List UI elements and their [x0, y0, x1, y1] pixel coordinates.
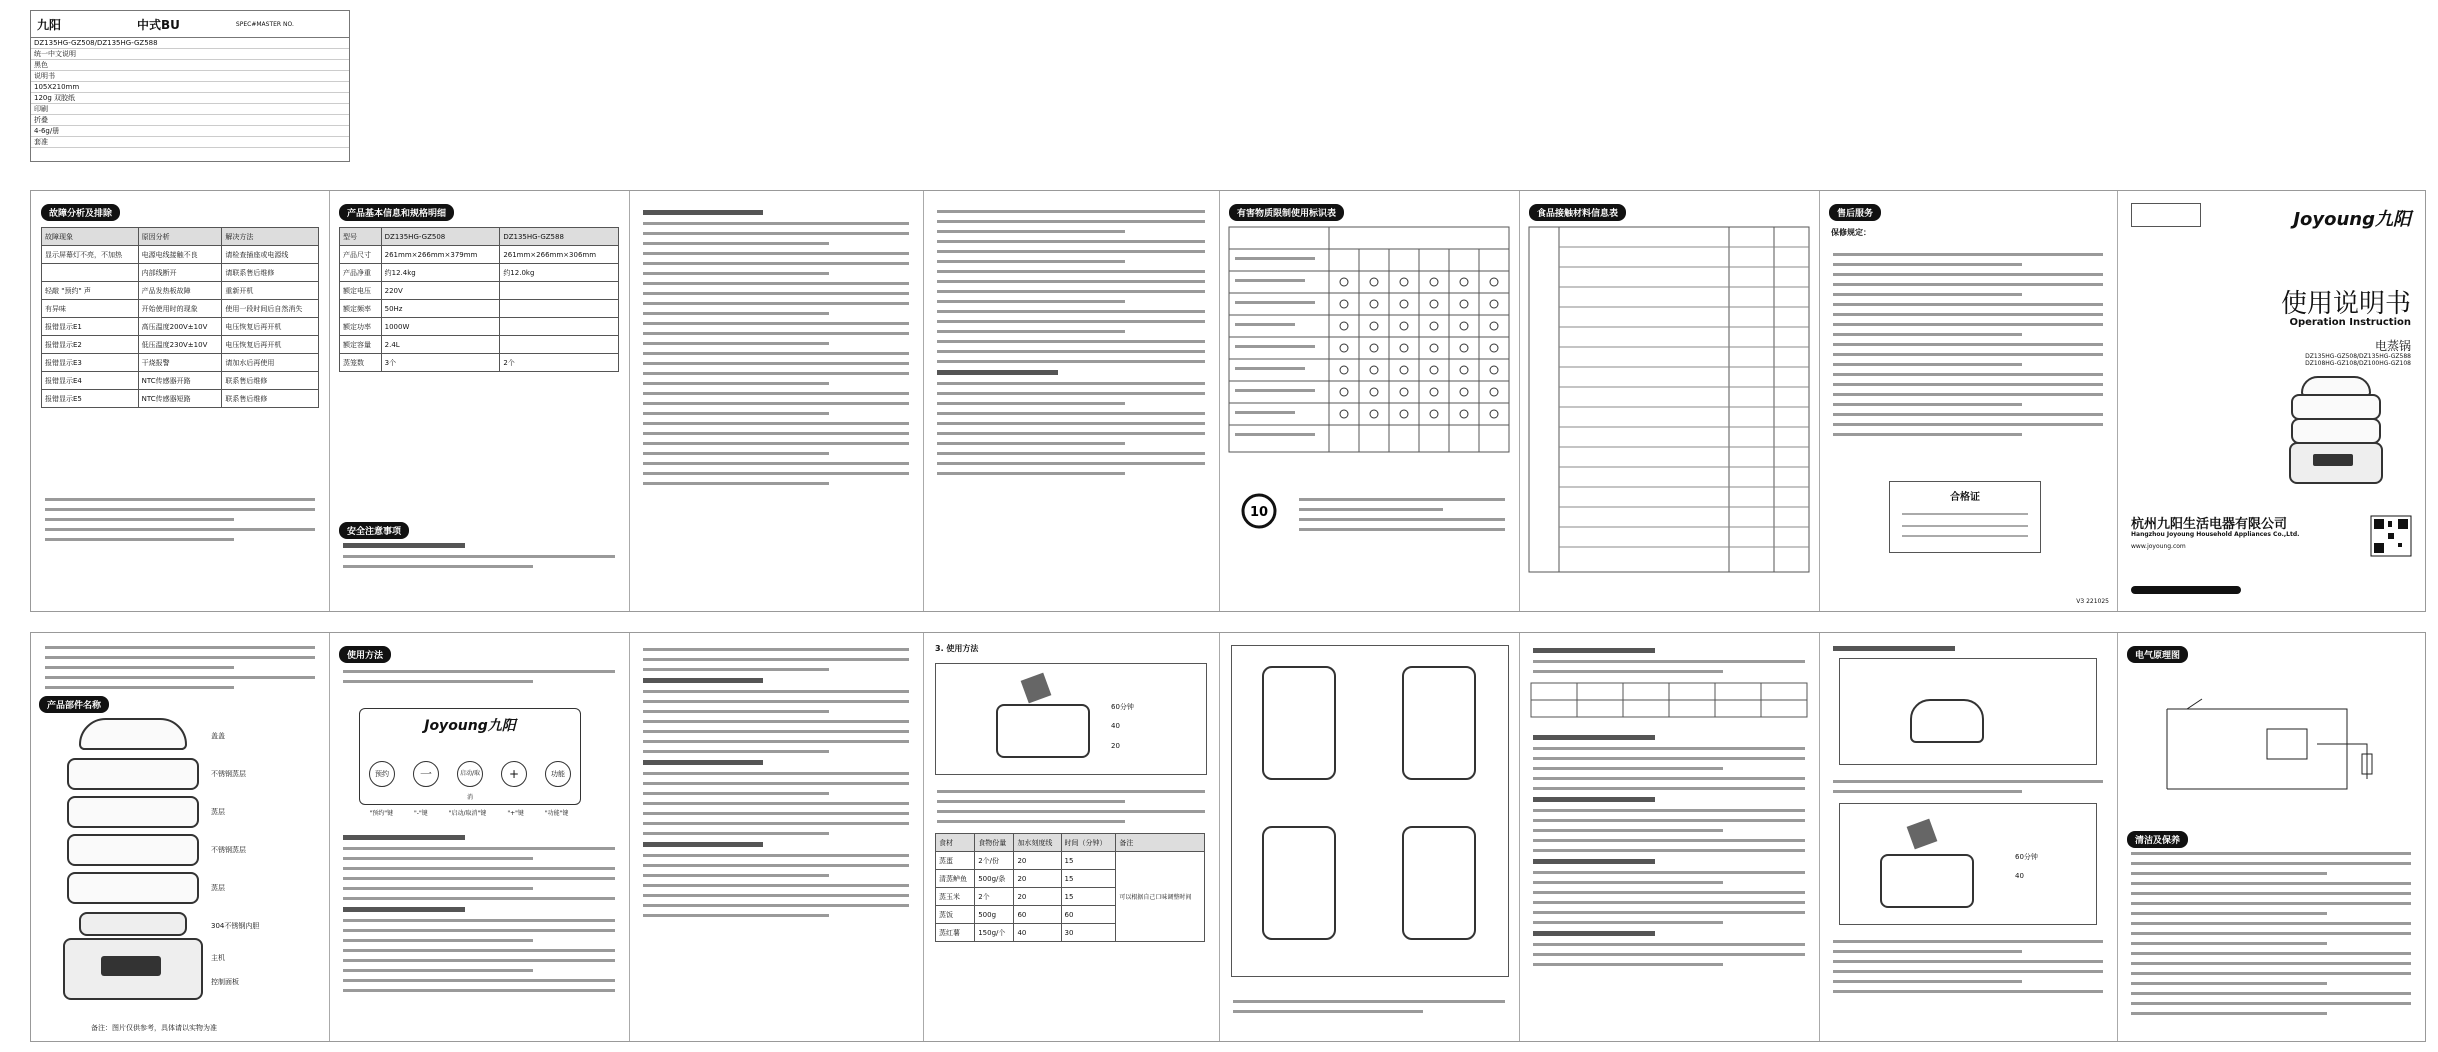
key-label: "预约"键	[369, 810, 394, 817]
panel-cooking	[1819, 633, 2118, 1041]
panel-service	[1819, 191, 2118, 611]
cell	[500, 282, 619, 300]
th: DZ135HG-GZ588	[500, 228, 619, 246]
cell: 261mm×266mm×379mm	[381, 246, 500, 264]
panel-steps	[923, 633, 1220, 1041]
cell: 报错显示E2	[42, 336, 139, 354]
timer-label: 40	[1111, 722, 1120, 730]
cell: 产品尺寸	[340, 246, 382, 264]
cell: 约12.4kg	[381, 264, 500, 282]
part-label: 不锈钢蒸层	[211, 770, 246, 778]
image-note: 备注：图片仅供参考，具体请以实物为准	[91, 1024, 217, 1032]
cell	[500, 300, 619, 318]
cell	[500, 336, 619, 354]
exploded-steamer-diagram	[61, 718, 201, 1008]
spec-row: 折叠	[34, 116, 48, 124]
th: 食物份量	[975, 834, 1014, 852]
spec-brand: 九阳	[37, 17, 62, 32]
button-start-cancel[interactable]: 启动/取消	[457, 761, 483, 787]
button-function[interactable]: 功能	[545, 761, 571, 787]
th: 故障现象	[42, 228, 139, 246]
cell: 联系售后维修	[222, 390, 319, 408]
cell: 产品净重	[340, 264, 382, 282]
cell: 报错显示E1	[42, 318, 139, 336]
cleaning-title: 清洁及保养	[2127, 831, 2188, 848]
panel-circuit	[2117, 633, 2425, 1041]
part-label: 不锈钢蒸层	[211, 846, 246, 854]
cell: 开始使用时的现象	[138, 300, 222, 318]
cell: 电压恢复后再开机	[222, 318, 319, 336]
brand-name-cn: 九阳	[2375, 209, 2411, 230]
th: 解决方法	[222, 228, 319, 246]
panel-specs	[329, 191, 630, 611]
cell: 1000W	[381, 318, 500, 336]
th: 型号	[340, 228, 382, 246]
cell: 显示屏幕灯不亮，不加热	[42, 246, 139, 264]
steps-title: 3. 使用方法	[935, 644, 979, 653]
panel-materials	[1519, 191, 1820, 611]
materials-title: 食品接触材料信息表	[1529, 204, 1626, 221]
cell	[42, 264, 139, 282]
panel-logo	[360, 715, 580, 735]
control-panel-diagram	[359, 708, 581, 805]
panel-usage-2	[629, 633, 924, 1041]
th: DZ135HG-GZ508	[381, 228, 500, 246]
cell: 电压恢复后再开机	[222, 336, 319, 354]
cell: 内部线断开	[138, 264, 222, 282]
cell: 轻敲 "预约" 声	[42, 282, 139, 300]
parts-title: 产品部件名称	[39, 696, 109, 713]
cell: 约12.0kg	[500, 264, 619, 282]
materials-table-graphic	[1529, 227, 1809, 577]
cell: 220V	[381, 282, 500, 300]
cell: 清蒸鲈鱼	[936, 870, 975, 888]
specs-title: 产品基本信息和规格明细	[339, 204, 454, 221]
water-level-figure	[1839, 803, 2097, 925]
qr-code-icon	[2371, 516, 2411, 556]
spec-card	[30, 10, 350, 162]
warranty-title: 合格证	[1950, 492, 1980, 503]
part-label: 控制面板	[211, 978, 239, 986]
th: 加水刻度线	[1014, 834, 1061, 852]
cell: 低压温度230V±10V	[138, 336, 222, 354]
spec-code: SPEC#MASTER NO.	[235, 20, 294, 28]
usage-title: 使用方法	[339, 646, 391, 663]
panel-troubleshooting	[31, 191, 330, 611]
panel-usage	[329, 633, 630, 1041]
spec-row: 说明书	[34, 72, 55, 80]
steam-figure	[1839, 658, 2097, 765]
cell: 40	[1014, 924, 1061, 942]
spec-row: DZ135HG-GZ508/DZ135HG-GZ588	[34, 39, 158, 47]
part-label: 蒸层	[211, 808, 225, 816]
cell: 30	[1061, 924, 1116, 942]
cell: 50Hz	[381, 300, 500, 318]
cell: 20	[1014, 852, 1061, 870]
th: 食材	[936, 834, 975, 852]
circuit-title: 电气原理图	[2127, 646, 2188, 663]
cell: 2个/份	[975, 852, 1014, 870]
manual-sheet-front	[30, 190, 2426, 612]
panel-functions	[1519, 633, 1820, 1041]
th: 备注	[1116, 834, 1205, 852]
hazard-title: 有害物质限制使用标识表	[1229, 204, 1344, 221]
spec-row: 120g 双胶纸	[34, 94, 76, 102]
cooking-reference-table	[935, 833, 1205, 942]
button-minus[interactable]: 一	[413, 761, 439, 787]
specs-table	[339, 227, 619, 372]
eco-label-icon	[1239, 491, 1279, 531]
safety-title: 安全注意事项	[339, 522, 409, 539]
cell: 请检查插座或电源线	[222, 246, 319, 264]
cell: 请加水后再使用	[222, 354, 319, 372]
troubleshooting-title: 故障分析及排除	[41, 204, 120, 221]
website: www.joyoung.com	[2131, 543, 2186, 550]
svg-text:10: 10	[1249, 505, 1269, 520]
function-time-table	[1531, 683, 1807, 719]
timer-label: 60分钟	[2015, 853, 2038, 861]
cell: 电源电线接触不良	[138, 246, 222, 264]
hazard-table-graphic	[1229, 227, 1509, 457]
assembly-figures	[1231, 645, 1509, 977]
key-label: "功能"键	[544, 810, 569, 817]
panel-hazard	[1219, 191, 1520, 611]
key-label: "-"键	[414, 810, 428, 817]
cell: 蒸玉米	[936, 888, 975, 906]
cell: 干烧报警	[138, 354, 222, 372]
cell: 20	[1014, 870, 1061, 888]
cell: NTC传感器短路	[138, 390, 222, 408]
panel-safety-1	[629, 191, 924, 611]
warranty-heading: 保修规定：	[1831, 228, 1871, 237]
cell: 2个	[975, 888, 1014, 906]
cell: 蒸红薯	[936, 924, 975, 942]
cell: 蒸蛋	[936, 852, 975, 870]
cell: 60	[1061, 906, 1116, 924]
panel-cover	[2117, 191, 2425, 611]
cell: 额定容量	[340, 336, 382, 354]
key-label: "+"键	[507, 810, 524, 817]
warranty-card	[1889, 481, 2041, 553]
spec-row: 黑色	[34, 61, 48, 69]
cell: 可以根据自己口味调整时间	[1116, 852, 1205, 942]
cell: 额定电压	[340, 282, 382, 300]
cell: 报错显示E4	[42, 372, 139, 390]
cell: 使用一段时间后自然消失	[222, 300, 319, 318]
spec-row: 统一中文说明	[34, 50, 76, 58]
cell: 500g	[975, 906, 1014, 924]
cell: 额定频率	[340, 300, 382, 318]
panel-brand: Joyoung	[424, 718, 488, 734]
spec-row: 4-6g/册	[34, 127, 60, 135]
part-label: 蒸层	[211, 884, 225, 892]
cell: 高压温度200V±10V	[138, 318, 222, 336]
panel-parts	[31, 633, 330, 1041]
manual-sheet-back	[30, 632, 2426, 1042]
version-code: V3 221025	[2076, 598, 2109, 605]
cell: 请联系售后维修	[222, 264, 319, 282]
panel-brand-cn: 九阳	[487, 718, 516, 734]
troubleshooting-table	[41, 227, 319, 408]
panel-safety-2	[923, 191, 1220, 611]
part-label: 304不锈钢内胆	[211, 922, 260, 930]
circuit-diagram	[2127, 669, 2407, 829]
button-timer[interactable]: 预约	[369, 761, 395, 787]
timer-label: 60分钟	[1111, 703, 1134, 711]
steamer-illustration	[2287, 376, 2383, 486]
timer-label: 20	[1111, 742, 1120, 750]
cell: 产品发热板故障	[138, 282, 222, 300]
cell: 15	[1061, 870, 1116, 888]
cell: 报错显示E3	[42, 354, 139, 372]
cell: 报错显示E5	[42, 390, 139, 408]
brand-logo	[2293, 205, 2411, 231]
cell: 额定功率	[340, 318, 382, 336]
button-plus[interactable]: +	[501, 761, 527, 787]
cell: 60	[1014, 906, 1061, 924]
cell: 15	[1061, 852, 1116, 870]
spec-row: 105X210mm	[34, 83, 80, 91]
cell: 3个	[381, 354, 500, 372]
cell: 261mm×266mm×306mm	[500, 246, 619, 264]
company-cn: 杭州九阳生活电器有限公司	[2131, 517, 2288, 532]
part-label: 主机	[211, 954, 225, 962]
cell: 重新开机	[222, 282, 319, 300]
spec-bu: 中式BU	[137, 17, 180, 32]
timer-label: 40	[2015, 872, 2024, 880]
panel-assembly	[1219, 633, 1520, 1041]
manual-title-en: Operation Instruction	[2289, 317, 2411, 328]
cell: 15	[1061, 888, 1116, 906]
cell: 蒸笼数	[340, 354, 382, 372]
cell: 蒸饭	[936, 906, 975, 924]
cell	[500, 318, 619, 336]
service-title: 售后服务	[1829, 204, 1881, 221]
cell: NTC传感器开路	[138, 372, 222, 390]
manual-title-cn: 使用说明书	[2280, 289, 2411, 319]
cell: 2个	[500, 354, 619, 372]
cell: 150g/个	[975, 924, 1014, 942]
cell: 500g/条	[975, 870, 1014, 888]
cell: 联系售后维修	[222, 372, 319, 390]
cell: 20	[1014, 888, 1061, 906]
part-label: 盖盖	[211, 732, 225, 740]
th: 原因分析	[138, 228, 222, 246]
th: 时间（分钟）	[1061, 834, 1116, 852]
product-name: 电蒸锅	[2374, 339, 2411, 353]
model-list: DZ135HG-GZ508/DZ135HG-GZ588 DZ108HG-GZ108/DZ100HG-GZ108	[2305, 353, 2411, 367]
company-en: Hangzhou Joyoung Household Appliances Co.,Ltd.	[2131, 531, 2300, 538]
spec-row: 套准	[34, 138, 48, 146]
brand-name: Joyoung	[2293, 209, 2375, 230]
key-label: "启动/取消"键	[448, 810, 487, 817]
spec-row: 印刷	[34, 105, 48, 113]
fill-water-figure	[935, 663, 1207, 775]
cell: 有异味	[42, 300, 139, 318]
cell: 2.4L	[381, 336, 500, 354]
